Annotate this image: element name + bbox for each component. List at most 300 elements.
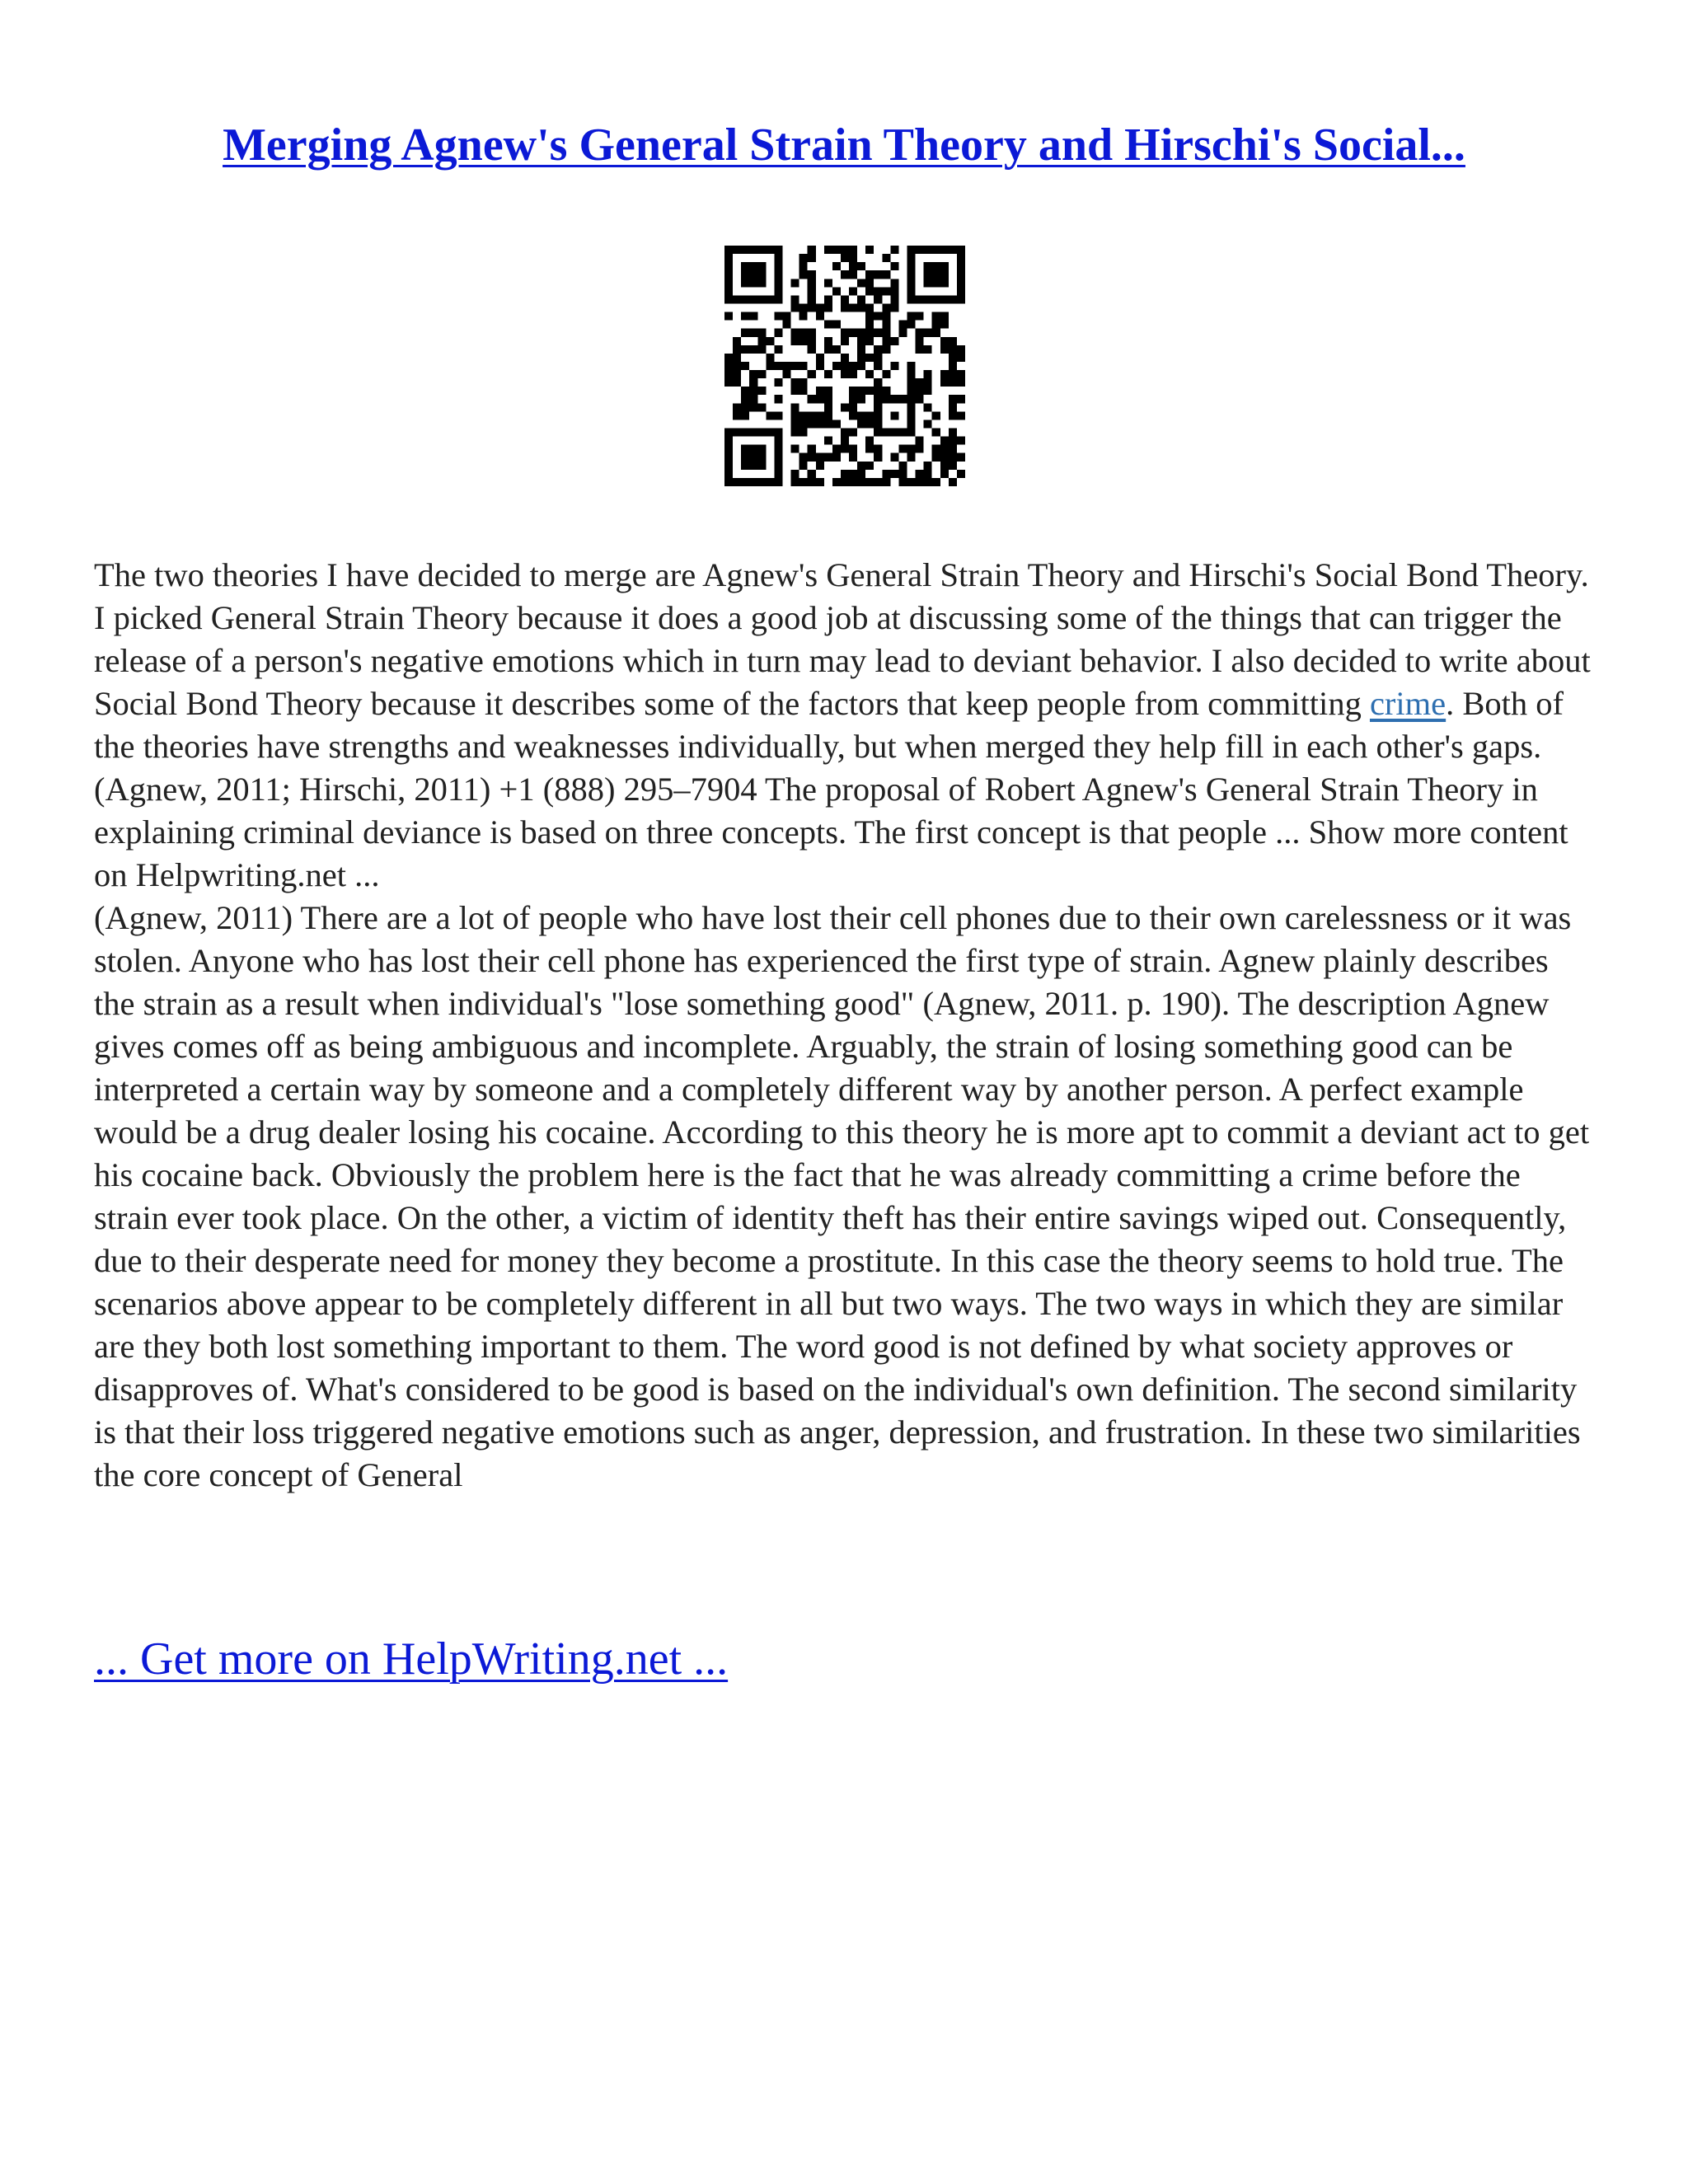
qr-module — [857, 470, 865, 478]
qr-module — [841, 470, 849, 478]
qr-module — [882, 395, 890, 403]
qr-module — [724, 262, 733, 270]
qr-module — [857, 295, 865, 303]
qr-module — [874, 387, 882, 395]
qr-module — [857, 262, 865, 270]
qr-module — [957, 287, 965, 295]
qr-module — [932, 411, 940, 419]
qr-module — [774, 462, 782, 470]
qr-module — [733, 370, 741, 378]
qr-module — [749, 387, 757, 395]
qr-module — [749, 262, 757, 270]
qr-module — [749, 453, 757, 462]
qr-module — [932, 329, 940, 337]
qr-module — [882, 470, 890, 478]
qr-module — [808, 411, 816, 419]
qr-module — [907, 411, 916, 419]
qr-module — [774, 453, 782, 462]
qr-module — [757, 337, 766, 345]
qr-module — [791, 429, 799, 437]
qr-module — [932, 445, 940, 453]
qr-module — [724, 279, 733, 287]
qr-module — [824, 370, 832, 378]
qr-module — [841, 478, 849, 486]
document-body — [94, 554, 1594, 1497]
qr-module — [874, 478, 882, 486]
qr-module — [874, 429, 882, 437]
qr-module — [916, 337, 924, 345]
qr-module — [924, 279, 932, 287]
qr-module — [940, 445, 949, 453]
qr-module — [824, 411, 832, 419]
qr-module — [808, 370, 816, 378]
qr-module — [749, 403, 757, 411]
qr-module — [766, 411, 774, 419]
qr-module — [799, 411, 808, 419]
qr-module — [757, 387, 766, 395]
qr-module — [874, 403, 882, 411]
qr-module — [808, 478, 816, 486]
qr-module — [865, 370, 874, 378]
qr-module — [882, 337, 890, 345]
qr-module — [774, 362, 782, 370]
qr-module — [890, 246, 898, 254]
qr-module — [832, 345, 841, 354]
qr-module — [733, 246, 741, 254]
qr-module — [824, 387, 832, 395]
qr-module — [766, 246, 774, 254]
qr-module — [907, 254, 916, 262]
qr-module — [841, 303, 849, 312]
qr-module — [741, 312, 749, 321]
qr-module — [916, 378, 924, 387]
qr-module — [916, 345, 924, 354]
title-link[interactable]: Merging Agnew's General Strain Theory and Hirschi's Social... — [223, 120, 1465, 171]
qr-module — [916, 312, 924, 321]
qr-module — [907, 370, 916, 378]
qr-module — [724, 354, 733, 362]
qr-module — [932, 246, 940, 254]
qr-module — [724, 462, 733, 470]
qr-module — [799, 270, 808, 279]
qr-module — [757, 370, 766, 378]
qr-module — [865, 445, 874, 453]
qr-module — [882, 478, 890, 486]
qr-module — [865, 411, 874, 419]
qr-module — [799, 329, 808, 337]
qr-module — [932, 262, 940, 270]
get-more-link[interactable]: ... Get more on HelpWriting.net ... — [94, 1633, 729, 1685]
qr-module — [849, 362, 857, 370]
qr-module — [791, 387, 799, 395]
qr-module — [849, 370, 857, 378]
qr-module — [791, 419, 799, 428]
qr-module — [808, 303, 816, 312]
qr-module — [882, 270, 890, 279]
qr-module — [949, 378, 957, 387]
qr-module — [857, 329, 865, 337]
qr-module — [824, 403, 832, 411]
qr-module — [949, 345, 957, 354]
qr-module — [774, 478, 782, 486]
qr-module — [791, 303, 799, 312]
qr-module — [865, 321, 874, 329]
document-title — [0, 114, 1688, 176]
qr-module — [757, 262, 766, 270]
qr-module — [774, 270, 782, 279]
qr-module — [898, 478, 907, 486]
qr-module — [890, 395, 898, 403]
qr-module — [865, 437, 874, 445]
qr-module — [890, 287, 898, 295]
qr-module — [957, 470, 965, 478]
qr-module — [791, 445, 799, 453]
qr-module — [808, 295, 816, 303]
qr-module — [890, 429, 898, 437]
qr-module — [957, 279, 965, 287]
qr-module — [791, 478, 799, 486]
qr-module — [890, 362, 898, 370]
qr-module — [824, 437, 832, 445]
qr-module — [791, 295, 799, 303]
qr-module — [791, 411, 799, 419]
qr-module — [857, 478, 865, 486]
qr-module — [907, 419, 916, 428]
qr-module — [874, 362, 882, 370]
qr-module — [749, 370, 757, 378]
qr-module — [799, 337, 808, 345]
qr-module — [882, 287, 890, 295]
qr-module — [733, 295, 741, 303]
qr-module — [741, 329, 749, 337]
qr-module — [857, 303, 865, 312]
qr-module — [874, 354, 882, 362]
qr-module — [841, 337, 849, 345]
qr-module — [808, 337, 816, 345]
qr-module — [849, 470, 857, 478]
qr-module — [741, 362, 749, 370]
qr-module — [940, 378, 949, 387]
qr-module — [849, 395, 857, 403]
qr-module — [841, 254, 849, 262]
paragraph-2: (Agnew, 2011) There are a lot of people who have lost their cell phones due to their own carelessness or it was stolen. Anyone who has lost their cell phone has experienced the first type of strain. Agnew plainly describes the strain as a result when individual's "lose something good" (Agnew, 2011. p. 190). The description Agnew gives comes off as being ambiguous and incomplete. Arguably, the strain of losing something good can be interpreted a certain way by someone and a completely different way by another person. A perfect example would be a drug dealer losing his cocaine. According to this theory he is more apt to commit a deviant act to get his cocaine back. Obviously the problem here is the fact that he was already committing a crime before the strain ever took place. On the other, a victim of identity theft has their entire savings wiped out. Consequently, due to their desperate need for money they become a prostitute. In this case the theory seems to hold true. The scenarios above appear to be completely different in all but two ways. The two ways in which they are similar are they both lost something important to them. The word good is not defined by what society approves or disapproves of. What's considered to be good is based on the individual's own definition. The second similarity is that their loss triggered negative emotions such as anger, depression, and frustration. In these two similarities the core concept of General — [94, 899, 1590, 1493]
qr-module — [824, 395, 832, 403]
qr-module — [741, 403, 749, 411]
qr-module — [774, 395, 782, 403]
qr-module — [924, 419, 932, 428]
qr-module — [957, 354, 965, 362]
paragraph-1-text-start: The two theories I have decided to merge are Agnew's General Strain Theory and Hirschi's Social Bond Theory. I picked General Strain Theory because it does a good job at discussing some of the things that can trigger the release of a person's negative emotions which in turn may lead to deviant behavior. I also decided to write about Social Bond Theory because it describes some of the factors that keep people from committing — [94, 556, 1591, 722]
qr-module — [816, 478, 824, 486]
qr-module — [799, 254, 808, 262]
qr-module — [957, 270, 965, 279]
qr-module — [774, 445, 782, 453]
qr-module — [882, 303, 890, 312]
qr-module — [857, 419, 865, 428]
qr-module — [757, 403, 766, 411]
qr-module — [724, 470, 733, 478]
qr-module — [874, 395, 882, 403]
qr-module — [774, 279, 782, 287]
qr-module — [774, 470, 782, 478]
qr-module — [957, 370, 965, 378]
qr-module — [957, 453, 965, 462]
qr-module — [774, 429, 782, 437]
paragraph-1-text-end: . Both of the theories have strengths and weaknesses individually, but when merged they help fill in each other's gaps. (Agnew, 2011; Hirschi, 2011) +1 (888) 295–7904 The proposal of Robert Agnew's General Strain Theory in explaining criminal deviance is based on three concepts. The first concept is that people ... Show more content on Helpwriting.net ... — [94, 685, 1568, 893]
qr-module — [749, 279, 757, 287]
qr-module — [932, 295, 940, 303]
qr-module — [882, 345, 890, 354]
qr-module — [816, 312, 824, 321]
qr-module — [824, 303, 832, 312]
qr-module — [949, 354, 957, 362]
qr-module — [799, 312, 808, 321]
qr-module — [741, 478, 749, 486]
qr-module — [898, 462, 907, 470]
qr-module — [782, 362, 790, 370]
qr-module — [733, 354, 741, 362]
qr-module — [865, 478, 874, 486]
qr-module — [808, 279, 816, 287]
qr-module — [865, 270, 874, 279]
qr-module — [757, 453, 766, 462]
qr-module — [816, 411, 824, 419]
qr-module — [824, 345, 832, 354]
qr-module — [940, 246, 949, 254]
qr-module — [741, 387, 749, 395]
qr-module — [757, 270, 766, 279]
qr-module — [932, 270, 940, 279]
qr-module — [898, 329, 907, 337]
qr-module — [898, 429, 907, 437]
qr-module — [957, 254, 965, 262]
qr-module — [799, 478, 808, 486]
qr-module — [916, 478, 924, 486]
qr-module — [907, 478, 916, 486]
qr-module — [832, 419, 841, 428]
qr-module — [940, 312, 949, 321]
qr-module — [865, 462, 874, 470]
qr-module — [724, 445, 733, 453]
qr-module — [824, 279, 832, 287]
qr-module — [957, 411, 965, 419]
qr-module — [799, 303, 808, 312]
qr-module — [865, 279, 874, 287]
get-more-link-container — [94, 1630, 728, 1688]
qr-module — [874, 287, 882, 295]
qr-module — [924, 329, 932, 337]
qr-module — [791, 403, 799, 411]
qr-module — [774, 287, 782, 295]
qr-module — [774, 378, 782, 387]
qr-module — [849, 429, 857, 437]
qr-module — [841, 403, 849, 411]
qr-module — [849, 254, 857, 262]
qr-module — [841, 246, 849, 254]
qr-module — [832, 453, 841, 462]
qr-module — [932, 321, 940, 329]
qr-module — [957, 437, 965, 445]
qr-module — [816, 453, 824, 462]
qr-module — [849, 270, 857, 279]
qr-module — [907, 395, 916, 403]
qr-module — [733, 411, 741, 419]
qr-module — [924, 370, 932, 378]
qr-module — [841, 429, 849, 437]
qr-module — [874, 419, 882, 428]
qr-module — [932, 429, 940, 437]
qr-module — [907, 378, 916, 387]
qr-module — [865, 329, 874, 337]
qr-module — [749, 429, 757, 437]
qr-module — [749, 378, 757, 387]
qr-module — [949, 445, 957, 453]
qr-module — [749, 345, 757, 354]
qr-module — [898, 395, 907, 403]
qr-module — [890, 453, 898, 462]
qr-module — [791, 378, 799, 387]
qr-module — [849, 246, 857, 254]
qr-module — [816, 362, 824, 370]
qr-module — [749, 445, 757, 453]
qr-module — [774, 329, 782, 337]
qr-module — [808, 419, 816, 428]
qr-module — [907, 312, 916, 321]
qr-code-icon — [724, 246, 965, 486]
qr-module — [724, 453, 733, 462]
qr-module — [857, 345, 865, 354]
qr-module — [865, 246, 874, 254]
qr-module — [940, 295, 949, 303]
qr-module — [816, 303, 824, 312]
qr-module — [882, 329, 890, 337]
qr-module — [916, 329, 924, 337]
qr-module — [857, 362, 865, 370]
qr-module — [940, 279, 949, 287]
qr-module — [799, 262, 808, 270]
qr-module — [741, 279, 749, 287]
qr-module — [757, 445, 766, 453]
qr-module — [724, 362, 733, 370]
qr-module — [874, 270, 882, 279]
qr-module — [924, 378, 932, 387]
qr-module — [757, 329, 766, 337]
qr-module — [808, 470, 816, 478]
qr-module — [907, 429, 916, 437]
qr-module — [907, 270, 916, 279]
qr-module — [799, 429, 808, 437]
qr-module — [733, 362, 741, 370]
qr-module — [940, 462, 949, 470]
qr-module — [924, 387, 932, 395]
qr-module — [849, 403, 857, 411]
qr-module — [907, 453, 916, 462]
qr-module — [940, 370, 949, 378]
qr-module — [849, 453, 857, 462]
qr-module — [808, 246, 816, 254]
qr-module — [849, 387, 857, 395]
qr-module — [898, 470, 907, 478]
qr-module — [741, 395, 749, 403]
qr-module — [749, 295, 757, 303]
qr-module — [832, 321, 841, 329]
qr-module — [916, 246, 924, 254]
qr-module — [824, 295, 832, 303]
qr-module — [940, 453, 949, 462]
qr-module — [940, 337, 949, 345]
qr-module — [816, 395, 824, 403]
qr-module — [890, 337, 898, 345]
qr-module — [824, 453, 832, 462]
qr-module — [949, 362, 957, 370]
qr-module — [841, 354, 849, 362]
qr-module — [874, 453, 882, 462]
qr-module — [924, 270, 932, 279]
qr-module — [890, 470, 898, 478]
qr-module — [841, 362, 849, 370]
qr-module — [916, 395, 924, 403]
qr-module — [774, 345, 782, 354]
crime-link[interactable]: crime — [1369, 685, 1447, 722]
qr-module — [949, 429, 957, 437]
qr-module — [940, 321, 949, 329]
qr-module — [808, 395, 816, 403]
qr-module — [757, 279, 766, 287]
qr-module — [857, 395, 865, 403]
qr-module — [799, 387, 808, 395]
qr-module — [741, 295, 749, 303]
qr-module — [907, 321, 916, 329]
qr-module — [782, 370, 790, 378]
qr-module — [733, 429, 741, 437]
qr-module — [733, 403, 741, 411]
qr-module — [857, 354, 865, 362]
qr-module — [724, 246, 733, 254]
qr-module — [841, 270, 849, 279]
qr-module — [874, 295, 882, 303]
qr-module — [749, 478, 757, 486]
qr-module — [724, 287, 733, 295]
qr-module — [874, 378, 882, 387]
qr-module — [749, 270, 757, 279]
qr-module — [733, 378, 741, 387]
qr-module — [882, 387, 890, 395]
qr-module — [924, 470, 932, 478]
qr-module — [857, 387, 865, 395]
qr-module — [957, 395, 965, 403]
qr-module — [816, 354, 824, 362]
qr-module — [940, 262, 949, 270]
qr-module — [865, 419, 874, 428]
qr-module — [949, 295, 957, 303]
qr-module — [932, 453, 940, 462]
qr-module — [949, 337, 957, 345]
qr-module — [924, 246, 932, 254]
qr-module — [874, 312, 882, 321]
qr-module — [841, 437, 849, 445]
qr-module — [816, 419, 824, 428]
qr-module — [782, 312, 790, 321]
qr-module — [857, 462, 865, 470]
qr-module — [741, 246, 749, 254]
qr-module — [766, 337, 774, 345]
qr-module — [841, 370, 849, 378]
qr-module — [907, 279, 916, 287]
qr-module — [849, 303, 857, 312]
qr-module — [857, 337, 865, 345]
qr-module — [890, 295, 898, 303]
qr-module — [741, 429, 749, 437]
